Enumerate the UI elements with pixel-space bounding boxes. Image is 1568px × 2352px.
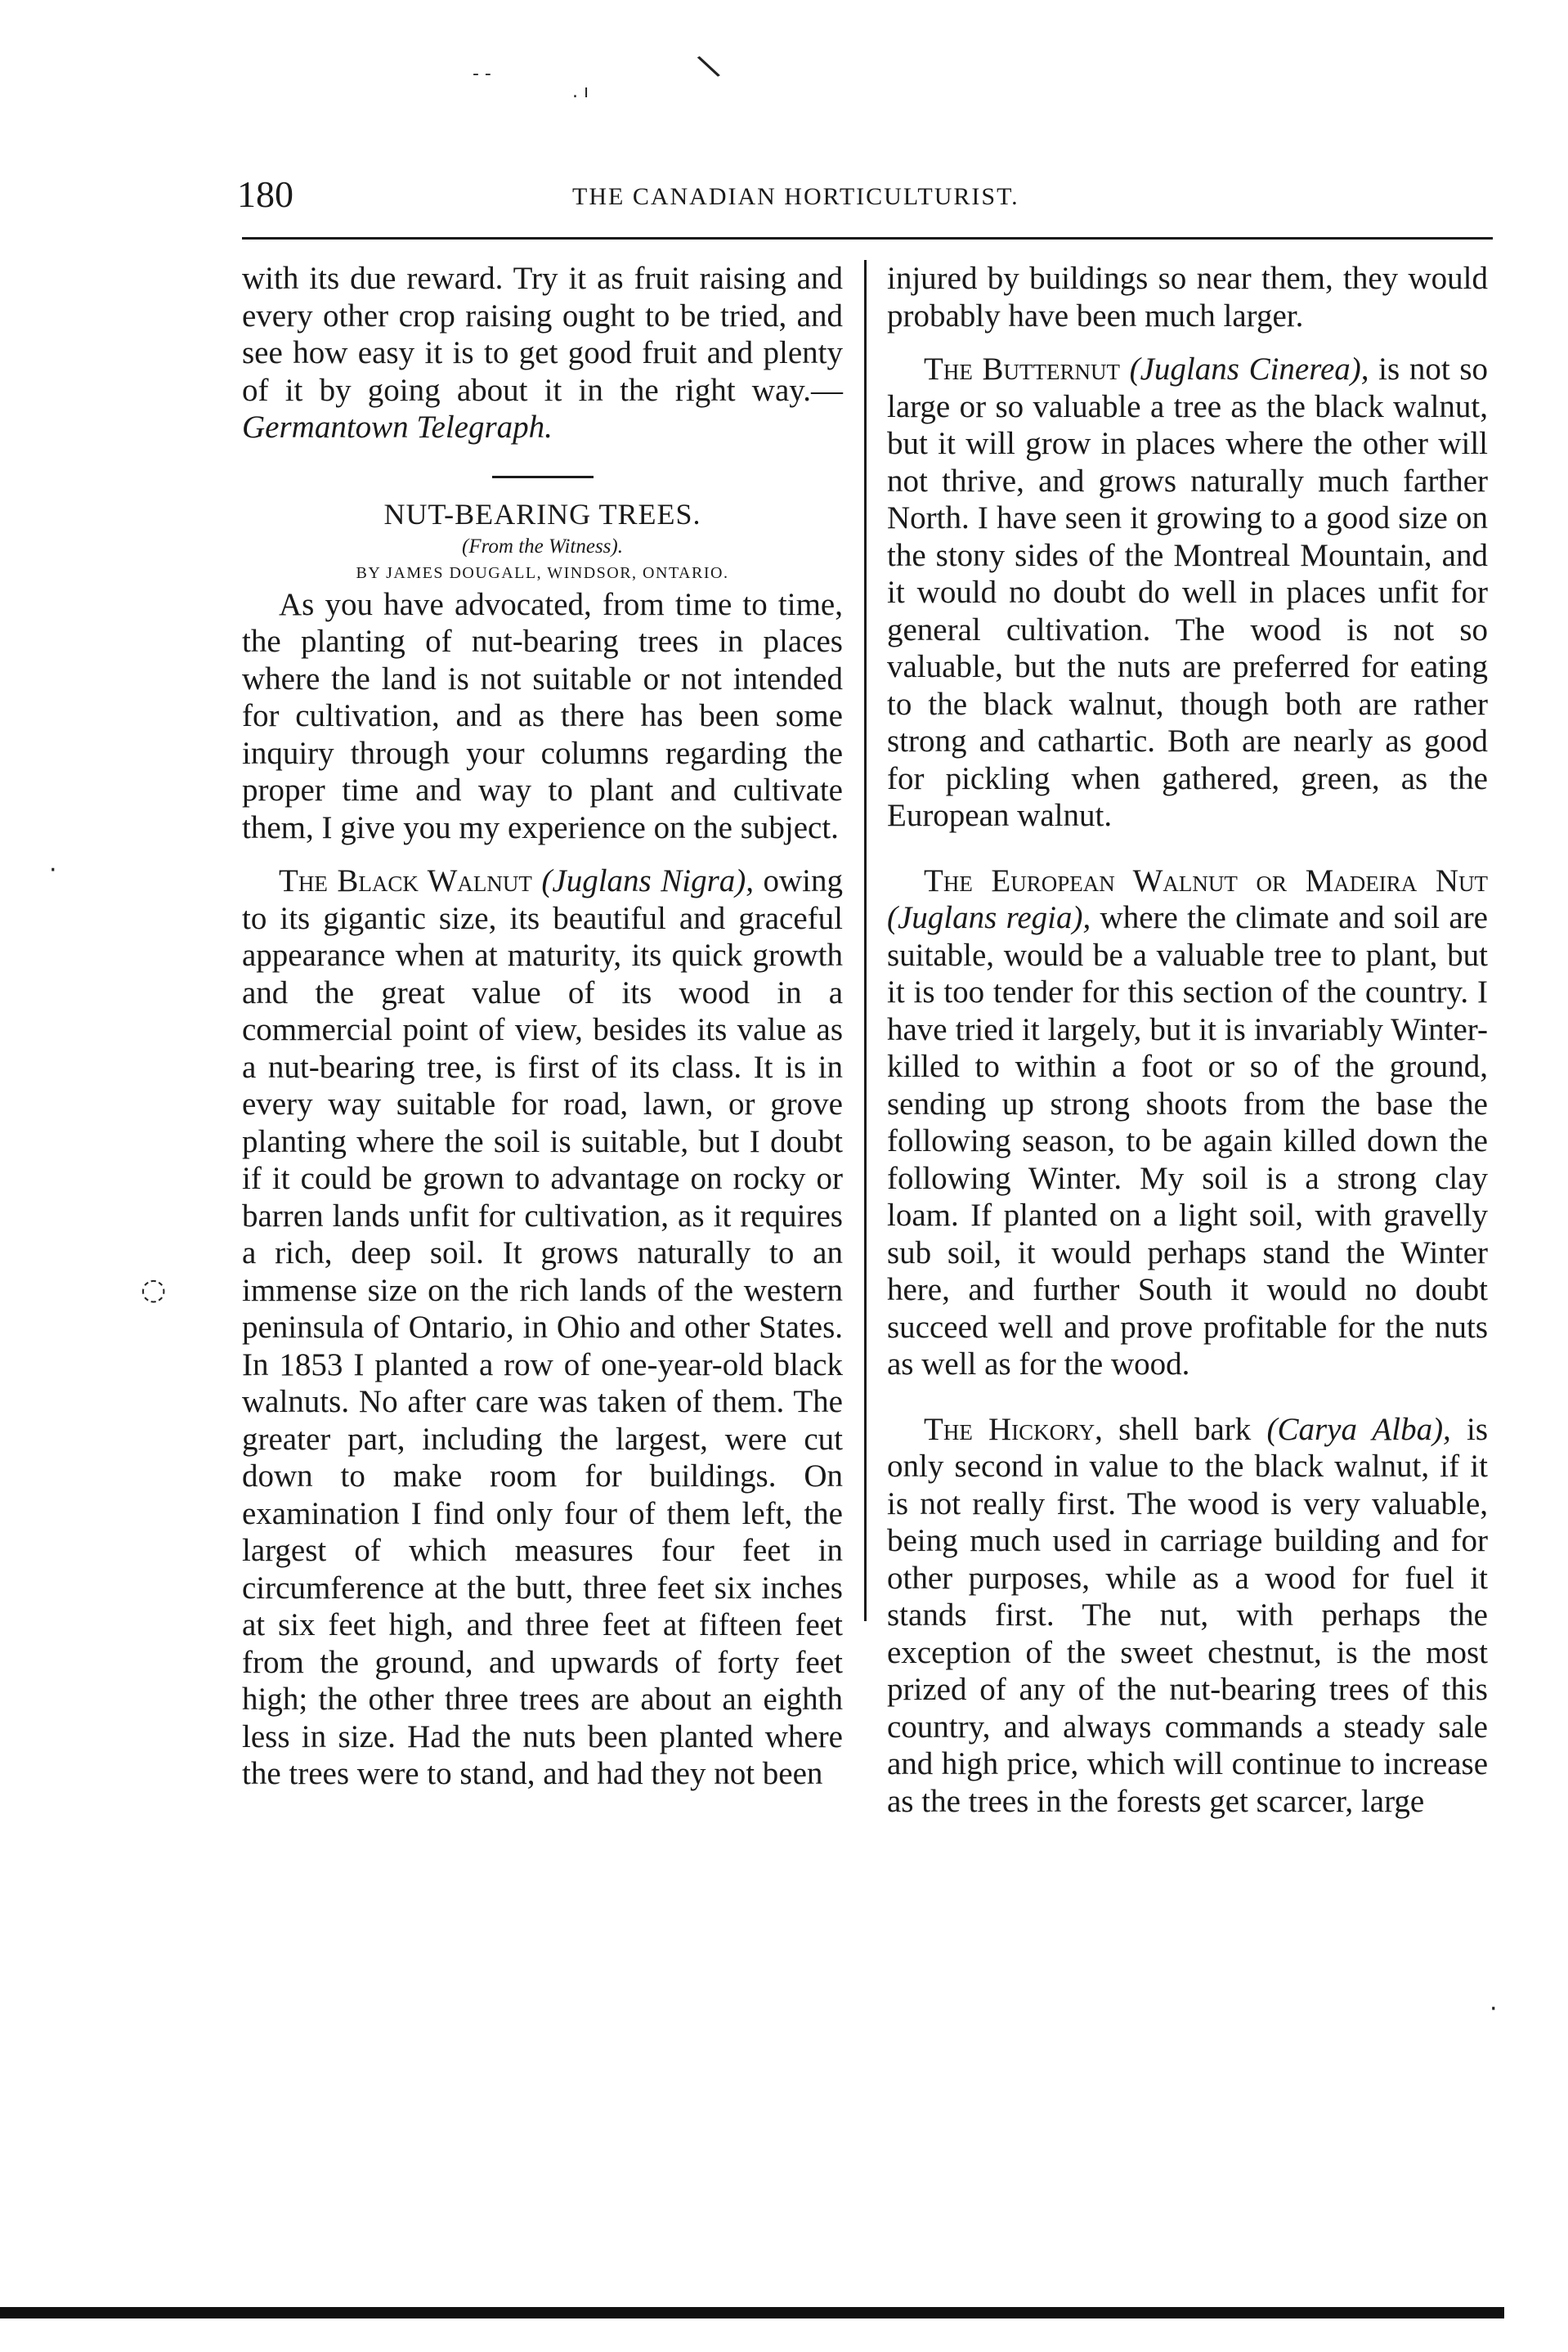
continuation-paragraph [242, 260, 843, 446]
black-walnut-paragraph [242, 862, 843, 1793]
european-walnut-latin: (Juglans regia), [887, 900, 1091, 935]
european-walnut-text: where the climate and soil are suitable, would be a valuable tree to plant, but it is too tender for this section of the country. I have tried it largely, but it is invariably Winter-killed to within a foot or so of the ground, sending up strong shoots from the base the following season, to be again killed down the following Winter. My soil is a strong clay loam. If planted on a light soil, with gravelly sub soil, it would perhaps stand the Winter here, and further South it would no doubt succeed well and prove profitable for the nuts as well as for the wood. [887, 900, 1488, 1382]
intro-paragraph: As you have advocated, from time to time, the planting of nut-bearing trees in places where the land is not suitable or not intended for cultivation, and as there has been some inquiry through your columns regarding the proper time and way to plant and cultivate them, I give you my experience on the subject. [242, 586, 843, 845]
black-walnut-heading: The Black Walnut [279, 863, 532, 898]
hickory-heading: The Hickory, [924, 1411, 1103, 1447]
byline: BY JAMES DOUGALL, WINDSOR, ONTARIO. [356, 563, 729, 582]
continuation-text: with its due reward. Try it as fruit raising and every other crop raising ought to be tried, and see how easy it is to get good fruit and plenty of it by going about it in the right way.— [242, 261, 843, 408]
scan-speck: - - [473, 64, 491, 84]
column-divider [864, 260, 867, 1621]
section-divider [492, 476, 594, 478]
butternut-paragraph [887, 351, 1488, 835]
hickory-paragraph [887, 1411, 1488, 1821]
european-walnut-heading: The European Walnut or Madeira Nut [924, 862, 1488, 898]
butternut-heading: The Butternut [924, 352, 1120, 387]
scan-speck: · [1490, 1995, 1498, 2023]
article-title: NUT-BEARING TREES. [383, 497, 701, 531]
butternut-latin: (Juglans Cinerea), [1129, 352, 1369, 387]
page-header [237, 170, 1488, 219]
butternut-text: is not so large or so valuable a tree as the black walnut, but it will grow in places where the other will not thrive, and grows naturally much farther North. I have seen it growing to a good size on the stony sides of the Montreal Mountain, and it would no doubt do well in places unfit for general cultivation. The wood is not so valuable, but the nuts are preferred for eating to the black walnut, though both are rather strong and cathartic. Both are nearly as good for pickling when gathered, green, as the European walnut. [887, 352, 1488, 833]
scan-speck: \ [694, 47, 724, 86]
hickory-text: is only second in value to the black walnut, if it is not really first. The wood is very valuable, being much used in carriage building and for other purposes, while as a wood for fuel it stands first. The nut, with perhaps the exception of the sweet chestnut, is the most prized of any of the nut-bearing trees of this country, and always commands a steady sale and high price, which will continue to increase as the trees in the forests get scarcer, large [887, 1411, 1489, 1819]
page-number: 180 [237, 173, 293, 215]
left-column [242, 260, 843, 1793]
article-source: (From the Witness). [462, 535, 623, 558]
hickory-latin: (Carya Alba), [1266, 1411, 1451, 1447]
page-edge-shadow [0, 2307, 1504, 2318]
continuation-source: Germantown Telegraph. [242, 410, 553, 445]
scan-speck: . ı [572, 82, 589, 102]
scan-speck: · [49, 856, 57, 885]
scan-speck: ◌ [141, 1273, 167, 1306]
right-column [887, 260, 1488, 1820]
hickory-mid: shell bark [1118, 1411, 1252, 1447]
european-walnut-paragraph [887, 862, 1488, 1383]
right-continuation: injured by buildings so near them, they would probably have been much larger. [887, 261, 1488, 334]
black-walnut-text: owing to its gigantic size, its beautiful and graceful appearance when at maturity, its quick growth and the great value of its wood in a commercial point of view, besides its value as a nut-bearing tree, is first of its class. It is in every way suitable for road, lawn, or grove planting where the soil is suitable, but I doubt if it could be grown to advantage on rocky or barren lands unfit for cultivation, as it requires a rich, deep soil. It grows naturally to an immense size on the rich lands of the western peninsula of Ontario, in Ohio and other States. In 1853 I planted a row of one-year-old black walnuts. No after care was taken of them. The greater part, including the largest, were cut down to make room for buildings. On examination I find only four of them left, the largest of which measures four feet in circumference at the butt, three feet six inches at six feet high, and three feet at fifteen feet from the ground, and upwards of forty feet high; the other three trees are about an eighth less in size. Had the nuts been planted where the trees were to stand, and had they not been [242, 863, 843, 1791]
running-title: THE CANADIAN HORTICULTURIST. [572, 183, 1019, 210]
black-walnut-latin: (Juglans Nigra), [541, 863, 754, 898]
header-rule [242, 237, 1493, 240]
